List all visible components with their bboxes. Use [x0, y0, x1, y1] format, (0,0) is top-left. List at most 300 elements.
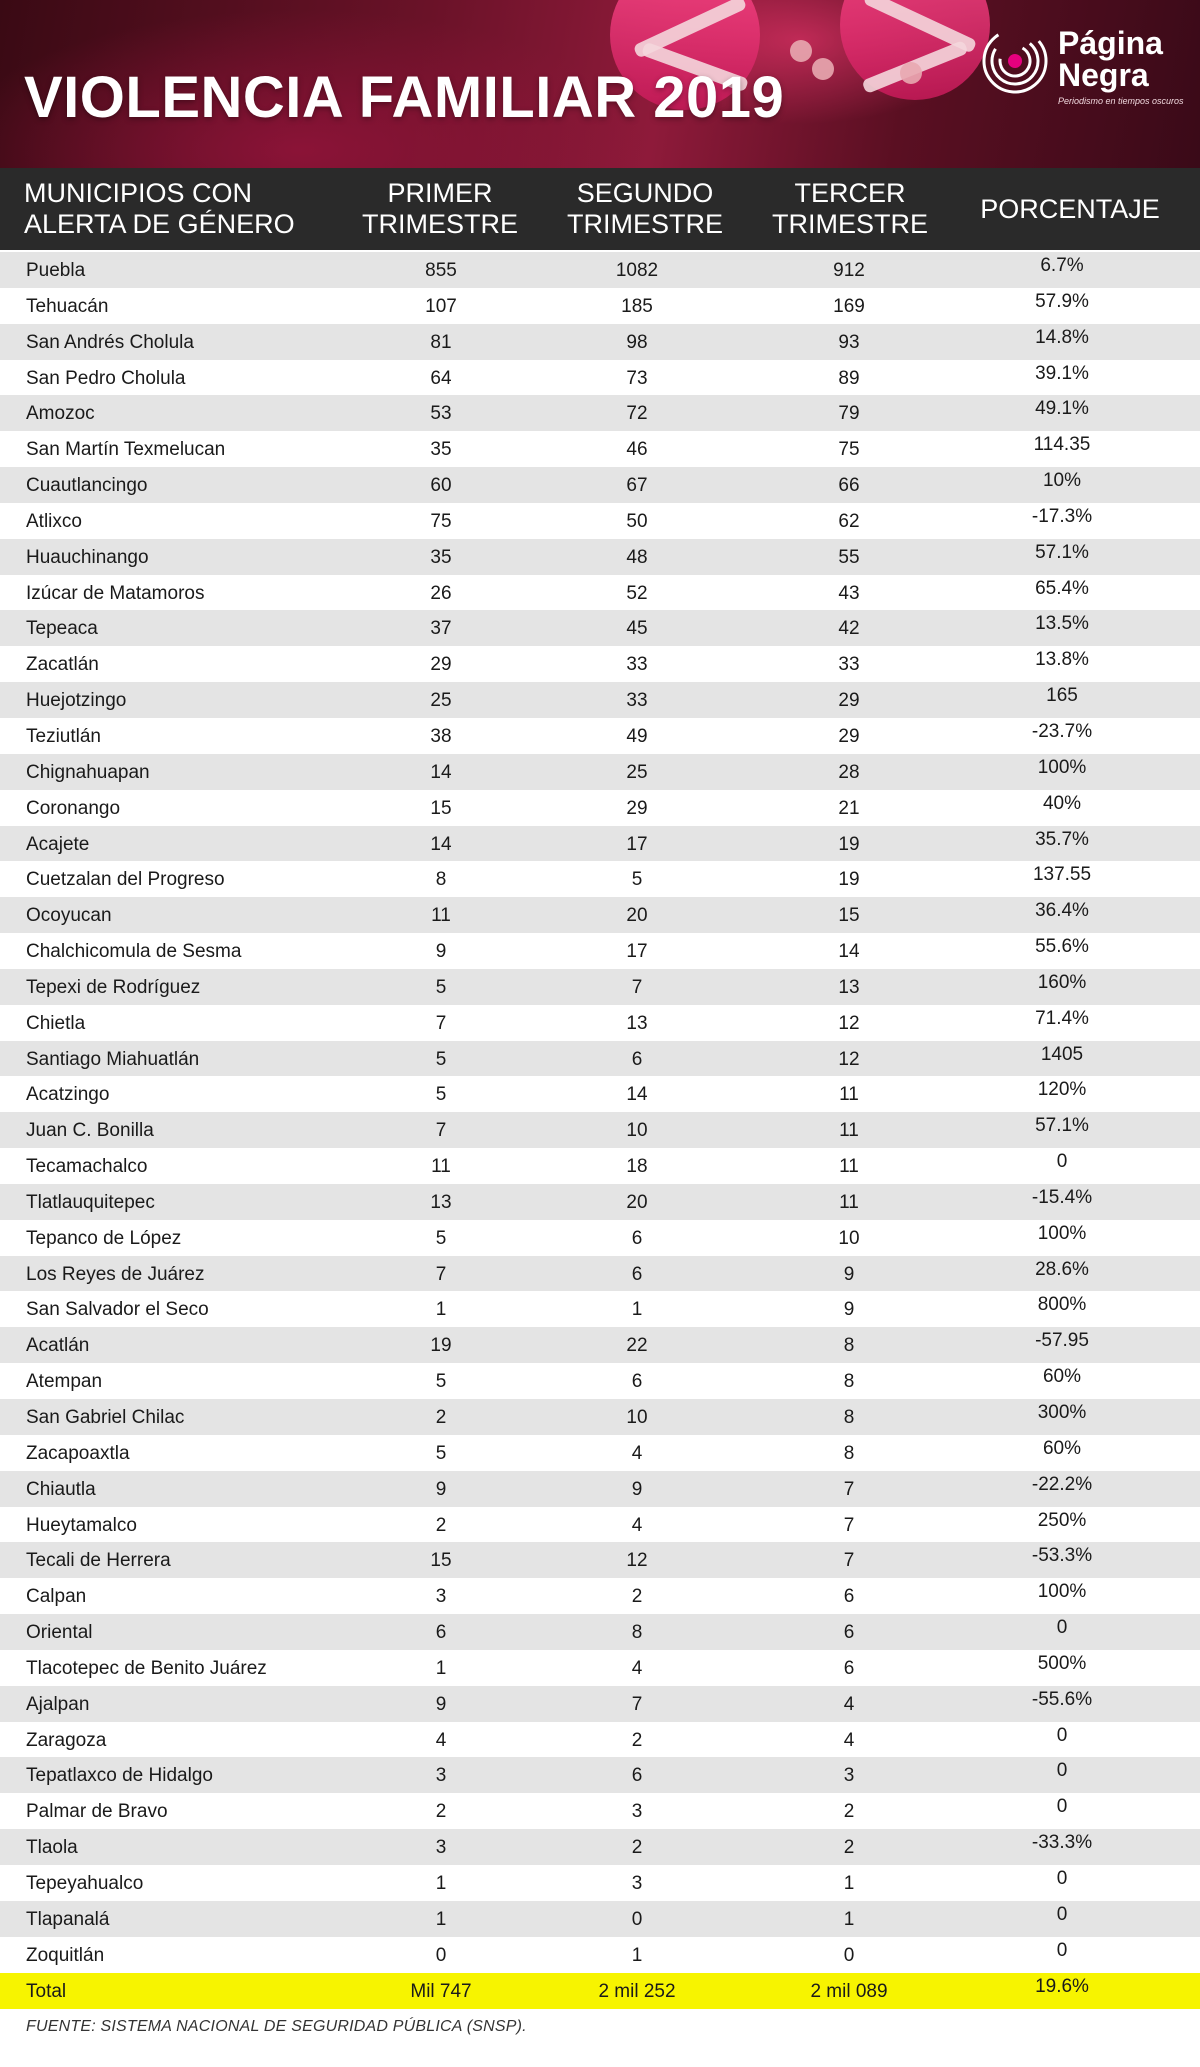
cell-primer-trimestre: 1 [435, 1299, 447, 1321]
cell-tercer-trimestre: 7 [843, 1478, 855, 1500]
cell-municipio: Zacatlán [26, 654, 99, 676]
cell-porcentaje: 40% [1042, 792, 1082, 814]
cell-municipio: Amozoc [26, 403, 95, 425]
cell-tercer-trimestre: 33 [838, 654, 860, 676]
cell-municipio: Puebla [26, 260, 86, 281]
cell-porcentaje: 65.4% [1035, 577, 1089, 599]
cell-municipio: Tecali de Herrera [26, 1550, 171, 1572]
cell-municipio: Huauchinango [26, 546, 149, 568]
cell-primer-trimestre: 1 [435, 1872, 447, 1894]
cell-municipio: Izúcar de Matamoros [26, 582, 205, 604]
cell-tercer-trimestre: 21 [838, 797, 860, 819]
cell-municipio: Tlapanalá [26, 1908, 110, 1930]
cell-porcentaje: -15.4% [1031, 1186, 1093, 1208]
cell-segundo-trimestre: 18 [626, 1156, 648, 1178]
cell-municipio: Juan C. Bonilla [26, 1120, 154, 1142]
cell-primer-trimestre: 5 [435, 976, 447, 998]
cell-municipio: Tlaola [26, 1837, 78, 1859]
cell-segundo-trimestre: 49 [626, 725, 648, 747]
cell-municipio: San Pedro Cholula [26, 367, 186, 389]
table-row [0, 252, 1200, 288]
cell-primer-trimestre: 6 [435, 1622, 447, 1644]
table-row [0, 861, 1200, 897]
cell-tercer-trimestre: 9 [843, 1263, 855, 1285]
cell-municipio: Oriental [26, 1622, 93, 1644]
table-row [0, 897, 1200, 933]
cell-porcentaje: 100% [1037, 1581, 1087, 1603]
table-row [0, 1471, 1200, 1507]
table-row [0, 1650, 1200, 1686]
cell-porcentaje: 0 [1056, 1760, 1068, 1782]
table-row [0, 1112, 1200, 1148]
cell-tercer-trimestre: 11 [839, 1156, 859, 1178]
cell-tercer-trimestre: 42 [838, 618, 860, 640]
cell-tercer-trimestre: 169 [833, 295, 865, 317]
cell-porcentaje: 13.8% [1035, 649, 1089, 671]
cell-segundo-trimestre: 1082 [615, 260, 659, 281]
cell-tercer-trimestre: 11 [839, 1084, 859, 1106]
cell-segundo-trimestre: 73 [626, 367, 648, 389]
table-row [0, 790, 1200, 826]
cell-porcentaje: 300% [1037, 1402, 1087, 1423]
table-row [0, 646, 1200, 682]
cell-tercer-trimestre: 89 [838, 367, 860, 389]
cell-primer-trimestre: 3 [435, 1586, 447, 1608]
cell-tercer-trimestre: 11 [839, 1120, 859, 1142]
cell-primer-trimestre: 8 [435, 869, 447, 891]
cell-tercer-trimestre: 28 [838, 761, 860, 783]
table-row [0, 395, 1200, 431]
total-porcentaje: 19.6% [1035, 1976, 1089, 1997]
cell-tercer-trimestre: 4 [843, 1693, 855, 1715]
cell-primer-trimestre: 14 [430, 833, 452, 855]
cell-primer-trimestre: 25 [430, 690, 452, 712]
cell-segundo-trimestre: 4 [631, 1514, 643, 1536]
cell-municipio: San Salvador el Seco [26, 1299, 209, 1321]
cell-segundo-trimestre: 29 [626, 797, 648, 819]
cell-primer-trimestre: 26 [430, 582, 452, 604]
table-row [0, 682, 1200, 718]
cell-municipio: San Gabriel Chilac [26, 1407, 185, 1428]
brand-tagline: Periodismo en tiempos oscuros [1058, 96, 1184, 106]
cell-segundo-trimestre: 20 [626, 1191, 648, 1213]
cell-municipio: Calpan [26, 1586, 87, 1608]
cell-segundo-trimestre: 22 [626, 1335, 648, 1357]
cell-segundo-trimestre: 12 [626, 1550, 648, 1572]
cell-municipio: Ocoyucan [26, 905, 112, 927]
cell-tercer-trimestre: 93 [838, 331, 860, 353]
table-row [0, 1291, 1200, 1327]
cell-municipio: Palmar de Bravo [26, 1801, 168, 1823]
brand-name-line1: Página [1058, 25, 1163, 61]
cell-porcentaje: 0 [1056, 1939, 1068, 1961]
cell-tercer-trimestre: 1 [843, 1908, 855, 1930]
cell-segundo-trimestre: 33 [626, 654, 648, 676]
table-row [0, 610, 1200, 646]
cell-tercer-trimestre: 12 [838, 1048, 860, 1070]
total-primer-trimestre: Mil 747 [410, 1981, 472, 2002]
cell-porcentaje: 500% [1037, 1652, 1087, 1674]
cell-tercer-trimestre: 6 [843, 1657, 855, 1679]
source-note: FUENTE: SISTEMA NACIONAL DE SEGURIDAD PÚBLICA (SNSP). [26, 2018, 527, 2035]
column-header-porcentaje: PORCENTAJE [980, 193, 1160, 224]
cell-segundo-trimestre: 1 [631, 1944, 643, 1966]
cell-municipio: Ajalpan [26, 1693, 90, 1715]
cell-municipio: Chietla [26, 1012, 86, 1034]
table-row [0, 1399, 1200, 1435]
cell-porcentaje: 0 [1056, 1724, 1068, 1746]
table-row [0, 1686, 1200, 1722]
cell-segundo-trimestre: 6 [631, 1371, 643, 1393]
table-row [0, 1937, 1200, 1973]
cell-municipio: Tepatlaxco de Hidalgo [26, 1765, 213, 1787]
cell-porcentaje: 71.4% [1035, 1007, 1089, 1029]
cell-porcentaje: 0 [1056, 1903, 1068, 1925]
cell-primer-trimestre: 5 [435, 1048, 447, 1070]
cell-primer-trimestre: 1 [435, 1908, 447, 1930]
cell-primer-trimestre: 107 [425, 295, 457, 317]
cell-municipio: Zoquitlán [26, 1944, 105, 1966]
cell-porcentaje: 800% [1037, 1294, 1087, 1316]
cell-municipio: Tlatlauquitepec [26, 1191, 155, 1213]
cell-tercer-trimestre: 6 [843, 1586, 855, 1608]
cell-primer-trimestre: 60 [430, 475, 452, 497]
brand-logo-icon [980, 26, 1050, 96]
cell-segundo-trimestre: 6 [631, 1263, 643, 1285]
table-row [0, 1363, 1200, 1399]
cell-porcentaje: 0 [1056, 1867, 1068, 1889]
cell-tercer-trimestre: 9 [843, 1299, 855, 1321]
banner-photo-toe [790, 40, 812, 62]
cell-primer-trimestre: 1 [435, 1657, 447, 1679]
cell-tercer-trimestre: 11 [839, 1191, 859, 1213]
cell-tercer-trimestre: 8 [843, 1442, 855, 1464]
cell-tercer-trimestre: 62 [838, 510, 860, 532]
cell-tercer-trimestre: 55 [838, 546, 860, 568]
cell-municipio: Huejotzingo [26, 690, 127, 712]
cell-segundo-trimestre: 20 [626, 905, 648, 927]
cell-tercer-trimestre: 8 [843, 1335, 855, 1357]
cell-segundo-trimestre: 7 [631, 976, 643, 998]
cell-tercer-trimestre: 2 [843, 1801, 855, 1823]
table-row [0, 826, 1200, 862]
table-row [0, 718, 1200, 754]
cell-segundo-trimestre: 6 [631, 1227, 643, 1249]
cell-porcentaje: 14.8% [1035, 326, 1089, 348]
cell-primer-trimestre: 3 [435, 1837, 447, 1859]
cell-municipio: San Andrés Cholula [26, 331, 194, 353]
table-row [0, 503, 1200, 539]
cell-primer-trimestre: 5 [435, 1371, 447, 1393]
cell-porcentaje: 49.1% [1035, 398, 1089, 420]
cell-porcentaje: -33.3% [1031, 1832, 1093, 1854]
cell-tercer-trimestre: 10 [838, 1227, 860, 1249]
cell-primer-trimestre: 2 [435, 1407, 447, 1428]
cell-primer-trimestre: 5 [435, 1084, 447, 1106]
table-row [0, 1076, 1200, 1112]
cell-segundo-trimestre: 0 [631, 1908, 643, 1930]
cell-tercer-trimestre: 7 [843, 1550, 855, 1572]
cell-porcentaje: 35.7% [1035, 828, 1089, 850]
cell-primer-trimestre: 7 [435, 1120, 447, 1142]
table-row [0, 1184, 1200, 1220]
column-header-segundo-trimestre: SEGUNDO TRIMESTRE [566, 178, 723, 239]
cell-primer-trimestre: 855 [425, 260, 457, 281]
cell-tercer-trimestre: 2 [843, 1837, 855, 1859]
cell-porcentaje: 60% [1042, 1366, 1082, 1388]
cell-porcentaje: 60% [1042, 1437, 1082, 1459]
cell-primer-trimestre: 2 [435, 1801, 447, 1823]
cell-porcentaje: 137.55 [1032, 864, 1092, 886]
cell-porcentaje: 120% [1037, 1079, 1087, 1101]
cell-tercer-trimestre: 13 [838, 976, 860, 998]
cell-tercer-trimestre: 15 [838, 905, 860, 927]
cell-porcentaje: 6.7% [1040, 255, 1084, 276]
cell-municipio: Tepeaca [26, 618, 98, 640]
cell-porcentaje: 250% [1037, 1509, 1087, 1531]
cell-segundo-trimestre: 46 [626, 439, 648, 461]
cell-segundo-trimestre: 48 [626, 546, 648, 568]
cell-tercer-trimestre: 79 [838, 403, 860, 425]
cell-tercer-trimestre: 19 [838, 869, 860, 891]
cell-porcentaje: -17.3% [1031, 505, 1093, 527]
cell-tercer-trimestre: 19 [838, 833, 860, 855]
cell-municipio: Cuautlancingo [26, 475, 148, 497]
cell-municipio: Coronango [26, 797, 121, 819]
table-row [0, 1901, 1200, 1937]
table-row [0, 1256, 1200, 1292]
cell-tercer-trimestre: 0 [843, 1944, 855, 1966]
cell-municipio: Tehuacán [26, 295, 109, 317]
table-row [0, 1220, 1200, 1256]
table-row [0, 288, 1200, 324]
table-row [0, 1722, 1200, 1758]
cell-segundo-trimestre: 1 [631, 1299, 643, 1321]
cell-primer-trimestre: 0 [435, 1944, 447, 1966]
table-row [0, 1327, 1200, 1363]
table-row [0, 1507, 1200, 1543]
cell-segundo-trimestre: 185 [621, 295, 653, 317]
cell-segundo-trimestre: 25 [626, 761, 648, 783]
cell-tercer-trimestre: 29 [838, 690, 860, 712]
cell-porcentaje: 10% [1042, 470, 1082, 492]
banner-photo-toe [812, 58, 834, 80]
cell-segundo-trimestre: 8 [631, 1622, 643, 1644]
cell-segundo-trimestre: 4 [631, 1442, 643, 1464]
table-row [0, 324, 1200, 360]
cell-porcentaje: 100% [1037, 1222, 1087, 1244]
cell-municipio: Tepeyahualco [26, 1872, 144, 1894]
table-body [0, 252, 1200, 1973]
cell-tercer-trimestre: 6 [843, 1622, 855, 1644]
table-row [0, 969, 1200, 1005]
cell-primer-trimestre: 37 [430, 618, 452, 640]
cell-municipio: Tecamachalco [26, 1156, 148, 1178]
cell-porcentaje: 57.9% [1035, 290, 1089, 312]
cell-primer-trimestre: 11 [431, 905, 451, 927]
cell-segundo-trimestre: 4 [631, 1657, 643, 1679]
cell-primer-trimestre: 7 [435, 1263, 447, 1285]
cell-porcentaje: 100% [1037, 756, 1087, 778]
cell-municipio: Santiago Miahuatlán [26, 1048, 200, 1070]
cell-tercer-trimestre: 7 [843, 1514, 855, 1536]
cell-porcentaje: 13.5% [1035, 613, 1089, 635]
cell-primer-trimestre: 64 [430, 367, 452, 389]
cell-primer-trimestre: 11 [431, 1156, 451, 1178]
cell-porcentaje: 28.6% [1035, 1258, 1089, 1280]
cell-primer-trimestre: 81 [430, 331, 452, 353]
cell-primer-trimestre: 75 [430, 510, 452, 532]
cell-municipio: Zaragoza [26, 1729, 107, 1751]
table-row [0, 1041, 1200, 1077]
cell-tercer-trimestre: 12 [838, 1012, 860, 1034]
table-row [0, 1435, 1200, 1471]
table-row [0, 1865, 1200, 1901]
cell-municipio: Tepexi de Rodríguez [26, 976, 201, 998]
cell-primer-trimestre: 9 [435, 941, 447, 963]
cell-segundo-trimestre: 50 [626, 510, 648, 532]
column-header-tercer-trimestre: TERCER TRIMESTRE [771, 178, 928, 239]
table-row [0, 467, 1200, 503]
table-header [0, 168, 1200, 250]
cell-porcentaje: -23.7% [1031, 720, 1093, 742]
cell-tercer-trimestre: 8 [843, 1371, 855, 1393]
cell-primer-trimestre: 19 [430, 1335, 452, 1357]
table-row [0, 754, 1200, 790]
cell-porcentaje: -53.3% [1031, 1545, 1093, 1567]
cell-tercer-trimestre: 66 [838, 475, 860, 497]
cell-segundo-trimestre: 7 [631, 1693, 643, 1715]
cell-segundo-trimestre: 5 [631, 869, 643, 891]
cell-primer-trimestre: 13 [430, 1191, 452, 1213]
cell-segundo-trimestre: 67 [626, 475, 648, 497]
cell-tercer-trimestre: 29 [838, 725, 860, 747]
total-row [0, 1973, 1200, 2009]
table-row [0, 1542, 1200, 1578]
table-row [0, 575, 1200, 611]
cell-tercer-trimestre: 4 [843, 1729, 855, 1751]
table-row [0, 431, 1200, 467]
cell-primer-trimestre: 35 [430, 546, 452, 568]
cell-segundo-trimestre: 2 [631, 1586, 643, 1608]
cell-primer-trimestre: 15 [430, 797, 452, 819]
cell-primer-trimestre: 2 [435, 1514, 447, 1536]
cell-segundo-trimestre: 10 [626, 1407, 648, 1428]
cell-porcentaje: -55.6% [1031, 1688, 1093, 1710]
cell-primer-trimestre: 38 [430, 725, 452, 747]
table-row [0, 933, 1200, 969]
cell-porcentaje: 36.4% [1035, 900, 1089, 922]
cell-tercer-trimestre: 3 [843, 1765, 855, 1787]
cell-primer-trimestre: 7 [435, 1012, 447, 1034]
cell-primer-trimestre: 29 [430, 654, 452, 676]
cell-primer-trimestre: 3 [435, 1765, 447, 1787]
cell-primer-trimestre: 15 [430, 1550, 452, 1572]
cell-municipio: Chiautla [26, 1478, 96, 1500]
cell-segundo-trimestre: 45 [626, 618, 648, 640]
cell-municipio: Atempan [26, 1371, 103, 1393]
brand-name-line2: Negra [1058, 57, 1149, 93]
column-header-primer-trimestre: PRIMER TRIMESTRE [361, 178, 518, 239]
cell-municipio: Atlixco [26, 510, 82, 532]
cell-segundo-trimestre: 6 [631, 1048, 643, 1070]
cell-segundo-trimestre: 2 [631, 1729, 643, 1751]
cell-municipio: Chignahuapan [26, 761, 150, 783]
cell-municipio: Teziutlán [26, 725, 101, 747]
cell-segundo-trimestre: 52 [626, 582, 648, 604]
cell-porcentaje: 0 [1056, 1617, 1068, 1639]
cell-primer-trimestre: 5 [435, 1442, 447, 1464]
table-row [0, 539, 1200, 575]
table-row [0, 360, 1200, 396]
cell-tercer-trimestre: 14 [838, 941, 860, 963]
cell-porcentaje: 114.35 [1033, 434, 1091, 456]
cell-segundo-trimestre: 33 [626, 690, 648, 712]
column-header-municipio: MUNICIPIOS CON ALERTA DE GÉNERO [24, 178, 295, 239]
cell-municipio: Zacapoaxtla [26, 1442, 130, 1464]
cell-porcentaje: 55.6% [1035, 936, 1089, 958]
cell-tercer-trimestre: 75 [838, 439, 860, 461]
cell-porcentaje: -57.95 [1035, 1330, 1089, 1352]
cell-municipio: Tepanco de López [26, 1227, 182, 1249]
cell-porcentaje: 57.1% [1035, 1115, 1089, 1137]
cell-segundo-trimestre: 10 [626, 1120, 648, 1142]
cell-primer-trimestre: 9 [435, 1478, 447, 1500]
cell-segundo-trimestre: 3 [631, 1801, 643, 1823]
cell-segundo-trimestre: 3 [631, 1872, 643, 1894]
cell-tercer-trimestre: 1 [843, 1872, 855, 1894]
cell-porcentaje: 165 [1046, 685, 1078, 707]
total-label: Total [26, 1981, 67, 2002]
cell-segundo-trimestre: 6 [631, 1765, 643, 1787]
cell-segundo-trimestre: 14 [626, 1084, 648, 1106]
cell-porcentaje: 57.1% [1035, 541, 1089, 563]
total-segundo-trimestre: 2 mil 252 [598, 1981, 676, 2002]
cell-porcentaje: 39.1% [1035, 362, 1089, 384]
cell-porcentaje: 0 [1056, 1796, 1068, 1818]
cell-municipio: Cuetzalan del Progreso [26, 869, 225, 891]
cell-primer-trimestre: 35 [430, 439, 452, 461]
table-row [0, 1757, 1200, 1793]
cell-municipio: Los Reyes de Juárez [26, 1263, 205, 1285]
cell-tercer-trimestre: 43 [838, 582, 860, 604]
cell-porcentaje: -22.2% [1031, 1473, 1093, 1495]
cell-segundo-trimestre: 9 [631, 1478, 643, 1500]
cell-segundo-trimestre: 17 [626, 833, 648, 855]
cell-primer-trimestre: 9 [435, 1693, 447, 1715]
table-row [0, 1829, 1200, 1865]
cell-municipio: Acatzingo [26, 1084, 110, 1106]
page-title: VIOLENCIA FAMILIAR 2019 [24, 65, 785, 130]
cell-primer-trimestre: 53 [430, 403, 452, 425]
cell-tercer-trimestre: 912 [833, 260, 865, 281]
cell-municipio: Hueytamalco [26, 1514, 137, 1536]
banner-photo-toe [900, 62, 922, 84]
cell-primer-trimestre: 14 [430, 761, 452, 783]
cell-municipio: Chalchicomula de Sesma [26, 941, 242, 963]
cell-segundo-trimestre: 98 [626, 331, 648, 353]
cell-segundo-trimestre: 72 [626, 403, 648, 425]
cell-porcentaje: 160% [1037, 971, 1087, 993]
header-banner [0, 0, 1200, 168]
cell-municipio: Tlacotepec de Benito Juárez [26, 1657, 267, 1679]
cell-segundo-trimestre: 17 [626, 941, 648, 963]
table-row [0, 1148, 1200, 1184]
table-row [0, 1793, 1200, 1829]
cell-segundo-trimestre: 13 [626, 1012, 648, 1034]
cell-municipio: Acajete [26, 833, 90, 855]
cell-primer-trimestre: 4 [435, 1729, 447, 1751]
